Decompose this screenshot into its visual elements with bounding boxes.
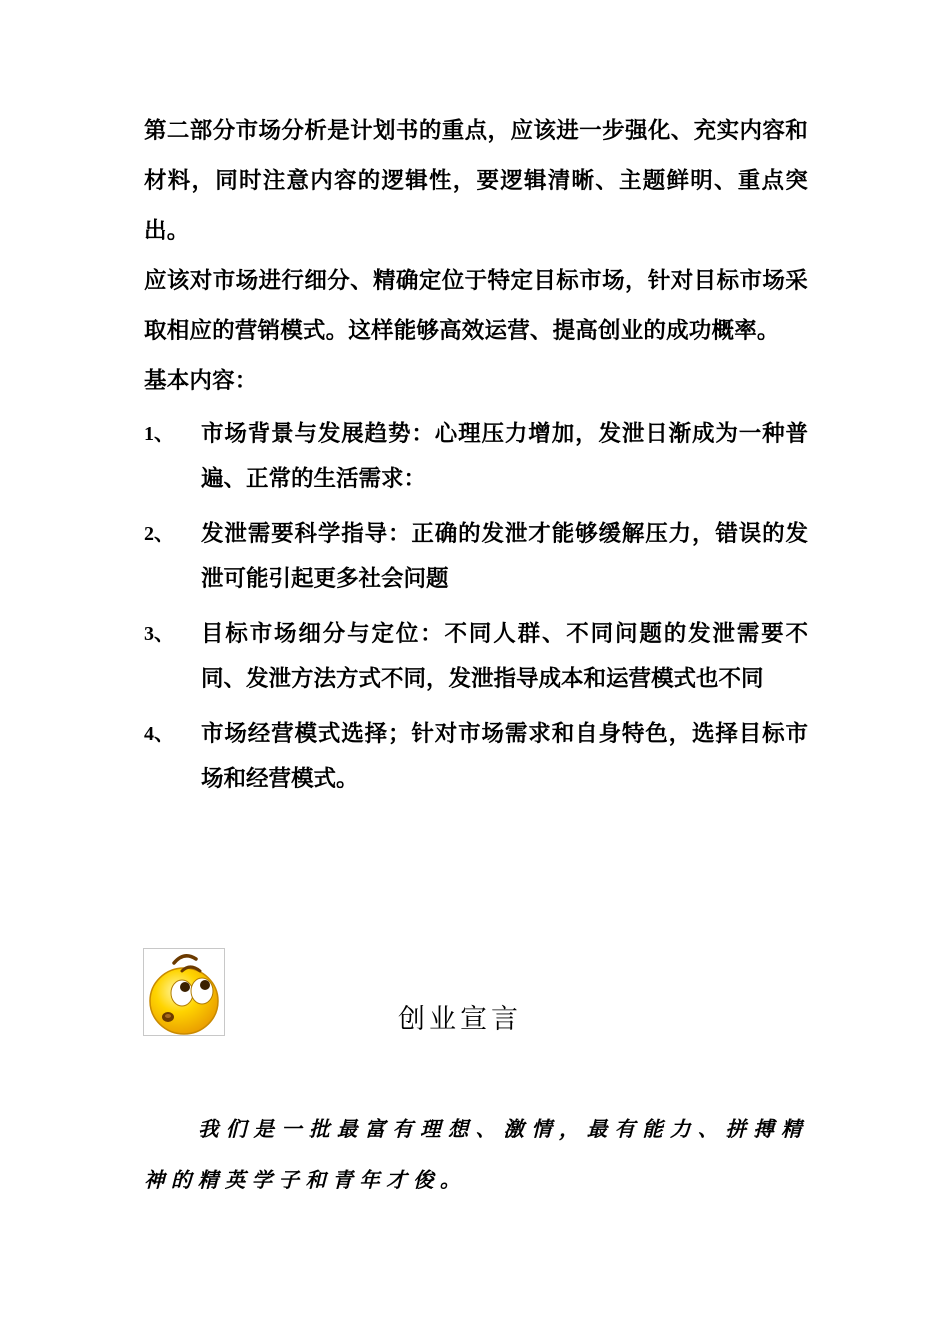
list-number: 1、 <box>144 423 174 445</box>
paragraph-basic-content-label: 基本内容： <box>144 368 258 394</box>
list-number: 2、 <box>144 523 174 545</box>
list-text: 市场经营模式选择；针对市场需求和自身特色，选择目标市场和经营模式。 <box>201 721 808 792</box>
declaration-paragraph: 我们是一批最富有理想、激情，最有能力、拼搏精神的精英学子和青年才俊。 <box>144 1117 808 1192</box>
paragraph-market-segmentation: 应该对市场进行细分、精确定位于特定目标市场，针对目标市场采取相应的营销模式。这样能够高效运营、提高创业的成功概率。 <box>144 268 808 344</box>
list-text: 目标市场细分与定位：不同人群、不同问题的发泄需要不同、发泄方法方式不同，发泄指导成本和运营模式也不同 <box>201 621 808 692</box>
list-number: 3、 <box>144 623 174 645</box>
list-text: 发泄需要科学指导：正确的发泄才能够缓解压力，错误的发泄可能引起更多社会问题 <box>201 521 808 592</box>
thinking-face-icon <box>144 949 224 1035</box>
paragraph-market-analysis: 第二部分市场分析是计划书的重点，应该进一步强化、充实内容和材料，同时注意内容的逻辑性，要逻辑清晰、主题鲜明、重点突出。 <box>144 118 808 244</box>
list-text: 市场背景与发展趋势：心理压力增加，发泄日渐成为一种普遍、正常的生活需求： <box>201 421 808 492</box>
heading-declaration-title: 创业宣言 <box>398 1004 522 1035</box>
thinking-face-icon <box>143 948 225 1036</box>
list-number: 4、 <box>144 723 174 745</box>
